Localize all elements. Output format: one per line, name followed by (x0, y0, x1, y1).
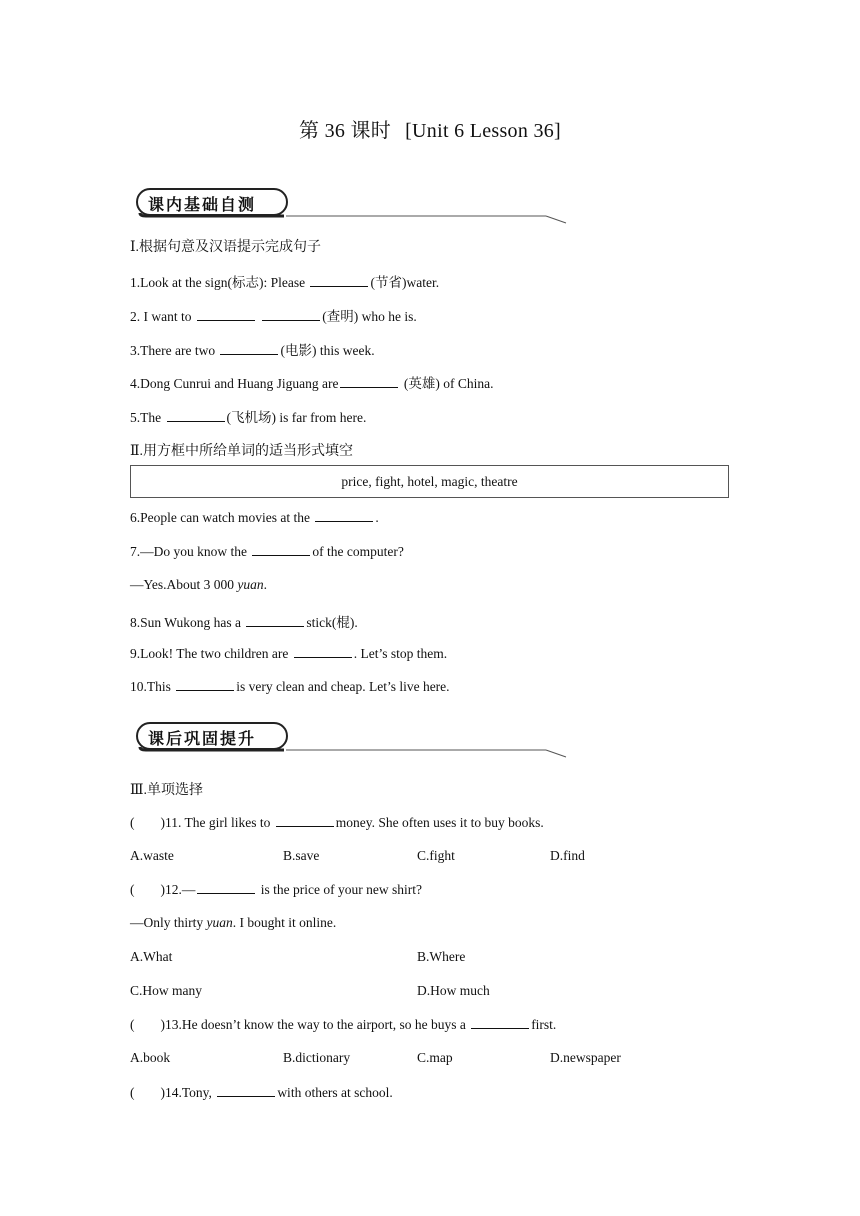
question-1: 1.Look at the sign(标志): Please (节省)water. (130, 275, 440, 290)
question-2: 2. I want to (查明) who he is. (130, 309, 417, 324)
option-c[interactable]: C.map (417, 1050, 453, 1065)
question-11: ( )11. The girl likes to money. She often uses it to buy books. (130, 815, 544, 830)
option-d[interactable]: D.newspaper (550, 1050, 621, 1065)
answer-blank[interactable] (252, 543, 310, 556)
question-13: ( )13.He doesn’t know the way to the airport, so he buys a first. (130, 1017, 557, 1032)
word-box: price, fight, hotel, magic, theatre (130, 465, 729, 498)
answer-blank[interactable] (176, 678, 234, 691)
option-b[interactable]: B.save (283, 848, 320, 863)
page-title (0, 114, 860, 143)
question-6: 6.People can watch movies at the . (130, 510, 379, 525)
option-a[interactable]: A.What (130, 949, 173, 964)
section3-heading: Ⅲ.单项选择 (130, 783, 204, 798)
answer-blank[interactable] (217, 1084, 275, 1097)
option-c[interactable]: C.fight (417, 848, 455, 863)
answer-blank[interactable] (294, 645, 352, 658)
question-12: ( )12.— is the price of your new shirt? (130, 882, 422, 897)
section-banner-after-class (136, 721, 576, 761)
banner-label: 课后巩固提升 (148, 729, 257, 748)
option-a[interactable]: A.waste (130, 848, 174, 863)
option-d[interactable]: D.find (550, 848, 585, 863)
option-b[interactable]: B.Where (417, 949, 466, 964)
question-12-reply: —Only thirty yuan. I bought it online. (130, 915, 337, 930)
question-5: 5.The (飞机场) is far from here. (130, 410, 367, 425)
question-9: 9.Look! The two children are . Let’s stop them. (130, 646, 448, 661)
banner-label: 课内基础自测 (148, 195, 257, 214)
question-10: 10.This is very clean and cheap. Let’s live here. (130, 679, 450, 694)
answer-blank[interactable] (167, 409, 225, 422)
question-4: 4.Dong Cunrui and Huang Jiguang are (英雄) of China. (130, 376, 494, 391)
answer-blank[interactable] (310, 274, 368, 287)
answer-blank[interactable] (276, 814, 334, 827)
answer-blank[interactable] (246, 614, 304, 627)
question-3: 3.There are two (电影) this week. (130, 343, 375, 358)
question-7: 7.—Do you know the of the computer? (130, 544, 404, 559)
answer-blank[interactable] (315, 509, 373, 522)
section-banner-in-class (136, 187, 576, 227)
answer-blank[interactable] (340, 375, 398, 388)
answer-blank[interactable] (197, 308, 255, 321)
option-c[interactable]: C.How many (130, 983, 202, 998)
question-8: 8.Sun Wukong has a stick(棍). (130, 615, 358, 630)
answer-blank[interactable] (471, 1016, 529, 1029)
question-14: ( )14.Tony, with others at school. (130, 1085, 393, 1100)
question-7-reply: —Yes.About 3 000 yuan. (130, 577, 268, 592)
option-a[interactable]: A.book (130, 1050, 171, 1065)
answer-blank[interactable] (197, 881, 255, 894)
option-d[interactable]: D.How much (417, 983, 490, 998)
lesson-number: 第 36 课时 (298, 120, 392, 142)
unit-lesson: [Unit 6 Lesson 36] (405, 120, 562, 142)
answer-blank[interactable] (262, 308, 320, 321)
option-b[interactable]: B.dictionary (283, 1050, 351, 1065)
section1-heading: Ⅰ.根据句意及汉语提示完成句子 (130, 240, 322, 255)
section2-heading: Ⅱ.用方框中所给单词的适当形式填空 (130, 444, 354, 459)
answer-blank[interactable] (220, 342, 278, 355)
